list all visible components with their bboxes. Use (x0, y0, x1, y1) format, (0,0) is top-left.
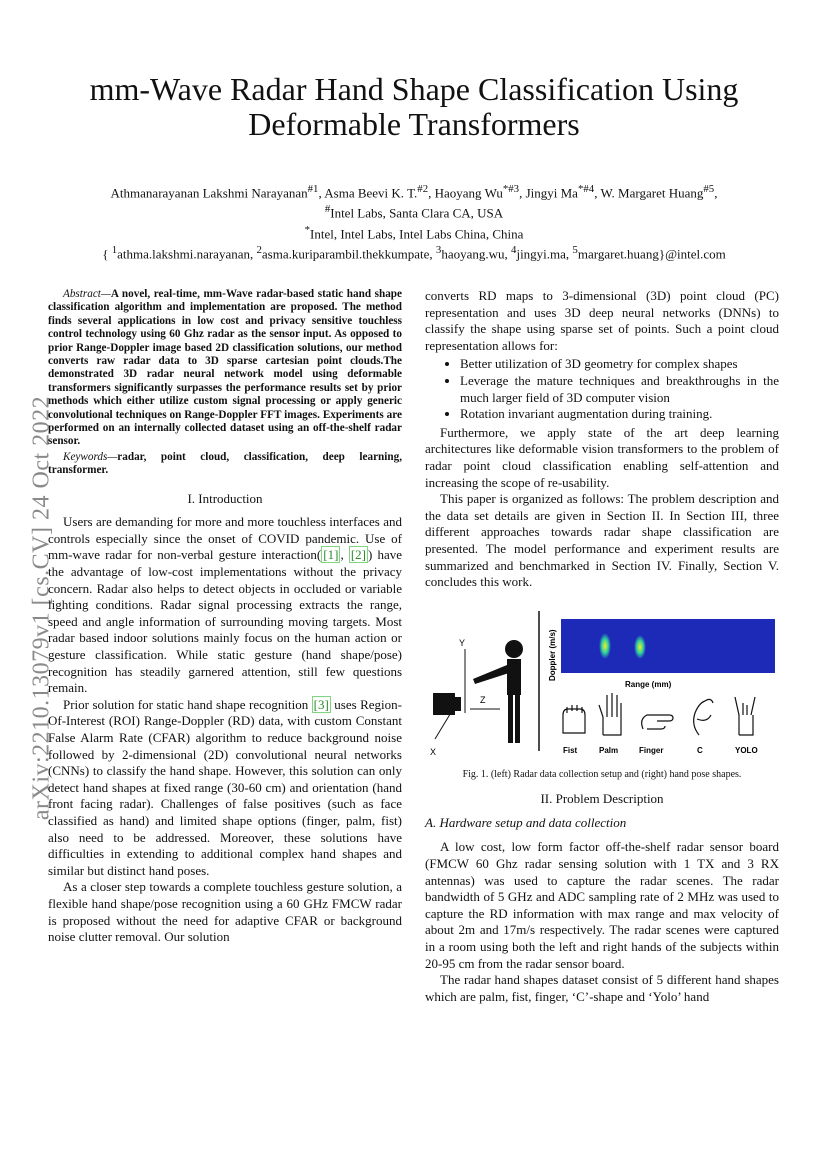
finger-hand-icon (642, 715, 673, 729)
email-mark: 5 (572, 243, 578, 256)
right-column (425, 288, 779, 1005)
affiliation-mark: # (324, 203, 331, 216)
figure-1 (425, 601, 779, 761)
hand-label: YOLO (735, 745, 758, 755)
person-leg (515, 695, 520, 743)
person-arm (473, 665, 509, 684)
range-doppler-heatmap (548, 619, 775, 689)
section-heading-problem: II. Problem Description (540, 791, 664, 807)
paper-title: mm-Wave Radar Hand Shape Classification Using Deformable Transformers (89, 71, 739, 142)
author-block (40, 181, 788, 262)
text-run: Users are demanding for more and more touchless interfaces and controls especially since the onset of COVID pandemic. Use of mm-wave radar for non-verbal gesture interaction( (48, 514, 402, 563)
text-run: , (340, 547, 349, 563)
section-heading-intro: I. Introduction (187, 490, 263, 506)
affiliation-1 (40, 201, 788, 221)
abstract-text: A novel, real-time, mm-Wave radar-based static hand shape classification algorithm and implementation are proposed. The method finds several applications in low cost and privacy sensitive touchless control technology using 60 Ghz radar as the sensor input. As opposed to prior Range-Doppler image based 2D classification solutions, our method converts raw radar data to 3D sparse cartesian point clouds.The demonstrated 3D radar neural network model using deformable transformers significantly surpasses the performance results set by prior methods which either utilize custom signal processing or apply generic convolutional techniques on Range-Doppler FFT images. Experiments are performed on an internally collected dataset using an off-the-shelf radar sensor. (48, 288, 402, 448)
author-name: Jingyi Ma (525, 185, 578, 201)
c-hand-icon (694, 699, 713, 735)
intro-paragraph-1 (48, 514, 402, 697)
citation-link[interactable]: [3] (313, 696, 329, 712)
person-torso (507, 659, 521, 695)
intro-paragraph-5: Furthermore, we apply state of the art deep learning architectures like deformable vision transformers to the problem of radar point cloud classification enabling self-attention and increasing the scope of re-usability. (425, 424, 779, 490)
author-name: Athmanarayanan Lakshmi Narayanan (110, 185, 308, 201)
person-head-icon (505, 640, 523, 658)
bullet-list (425, 356, 779, 422)
subsection-heading: A. Hardware setup and data collection (425, 814, 627, 830)
hand-label: C (697, 745, 703, 755)
radar-sensor-lens (453, 697, 461, 711)
figure-1-graphic (425, 601, 779, 761)
intro-paragraph-6: This paper is organized as follows: The problem description and the data set details are given in Section II. In Section III, three different approaches towards radar shape classification are presented. The model performance and experiment results are summarized and benchmarked in Section IV. Finally, Section V. concludes this work. (425, 491, 779, 590)
author-mark: #2 (417, 183, 429, 195)
author-mark: #5 (703, 183, 715, 195)
axis-label-z: Z (480, 694, 486, 705)
author-mark: #1 (307, 183, 319, 195)
problem-paragraph-1: A low cost, low form factor off-the-shelf radar sensor board (FMCW 60 Ghz radar sensing solution with 1 TX and 3 RX antennas) was used to capture the radar scenes. The radar bandwidth of 5 GHz and ADC sampling rate of 2 MHz was used to capture the RD information with max range and max velocity of about 2m and 17m/s respectively. The radar scenes were captured in a room using both the left and right hands of the subjects within 20-95 cm from the radar sensor board. (425, 839, 779, 971)
heatmap-blob (634, 635, 646, 659)
email-mark: 2 (256, 243, 262, 256)
affiliation-text: Intel, Intel Labs, Intel Labs China, China (310, 225, 524, 241)
bullet-item: • Better utilization of 3D geometry for complex shapes (460, 356, 779, 373)
bullet-item: • Rotation invariant augmentation during training. (460, 406, 779, 423)
intro-paragraph-4: converts RD maps to 3-dimensional (3D) point cloud (PC) representation and uses 3D deep neural networks (DNNs) to classify the shape using sparse set of points. Such a point cloud representation allows for: (425, 288, 779, 353)
intro-paragraph-3: As a closer step towards a complete touchless gesture solution, a flexible hand shape/pose recognition using a 60 GHz FMCW radar is proposed without the need for adaptive CFAR or background noise clutter removal. Our solution (48, 879, 402, 945)
heatmap-blob (599, 633, 611, 659)
radar-setup-illustration (430, 611, 539, 757)
affiliation-text: Intel Labs, Santa Clara CA, USA (330, 205, 504, 221)
email-user: haoyang.wu (441, 246, 505, 262)
author-name: Haoyang Wu (434, 185, 503, 201)
hand-shapes-row (563, 693, 755, 735)
doppler-axis-label: Doppler (m/s) (548, 629, 557, 681)
author-list: Athmanarayanan Lakshmi Narayanan$^{\#1}$, Asma Beevi K. T.$^{\#2}$, Haoyang Wu$^{*\#3}$, Jingyi Ma$^{*\#4}$, W. Margaret Huang$^{\#5}$, (110, 183, 718, 201)
citation-link[interactable]: [1] (323, 547, 339, 563)
email-user: athma.lakshmi.narayanan (117, 246, 250, 262)
left-column (48, 288, 402, 946)
fist-hand-icon (563, 705, 585, 733)
heatmap-background (561, 619, 775, 673)
email-mark: 4 (511, 243, 517, 256)
email-domain: }@intel.com (658, 246, 726, 262)
keywords: Keywords—radar, point cloud, classification, deep learning, transformer. (48, 450, 402, 477)
range-axis-label: Range (mm) (625, 679, 672, 689)
keywords-text: radar, point cloud, classification, deep learning, transformer. (48, 450, 402, 477)
axis-label-y: Y (459, 637, 466, 648)
affiliation-2 (40, 222, 788, 242)
email-list: { $^1$athma.lakshmi.narayanan, $^2$asma.kuriparambil.thekkumpate, $^3$haoyang.wu, $^4$jingyi.ma, $^5$margaret.huang}@intel.com (102, 243, 726, 262)
hand-labels (563, 746, 758, 755)
text-run: uses Region-Of-Interest (ROI) Range-Doppler (RD) data, with custom Constant False Alarm Rate (CFAR) algorithm to reduce background noise followed by 2-dimensional (2D) convolutional neural networks (CNNs) to classify the hand shape. However, this solution can only detect hand shapes at fixed range (30-60 cm) and orientation (hand front facing radar). Challenges of false positives (such as face classified as hand) and limited shape options (finger, palm, fist) also need to be addressed. Moreover, these solutions have difficulties in extending to additional complex hand shapes and similar but distinct hand poses. (48, 696, 402, 878)
abstract-label: Abstract (63, 288, 101, 300)
keywords-label: Keywords (63, 450, 108, 463)
person-leg (508, 695, 513, 743)
radar-sensor-icon (433, 693, 455, 715)
email-user: jingyi.ma (516, 246, 566, 262)
affiliation-mark: * (304, 223, 311, 236)
author-mark: *#3 (502, 183, 520, 195)
abstract: Abstract—A novel, real-time, mm-Wave radar-based static hand shape classification algorithm and implementation are proposed. The method finds several applications in low cost and privacy sensitive touchless control technology using 60 Ghz radar as the sensor input. As opposed to prior Range-Doppler image based 2D classification solutions, our method converts raw radar data to 3D sparse cartesian point clouds.The demonstrated 3D radar neural network model using deformable transformers significantly surpasses the performance results set by prior methods which either utilize custom signal processing or apply generic convolutional techniques on Range-Doppler FFT images. Experiments are performed on an internally collected dataset using an off-the-shelf radar sensor. (48, 288, 402, 448)
axis-label-x: X (430, 746, 437, 757)
yolo-hand-icon (735, 697, 755, 735)
email-user: asma.kuriparambil.thekkumpate (261, 246, 430, 262)
email-mark: 3 (435, 243, 442, 256)
author-name: Asma Beevi K. T. (324, 185, 418, 201)
text-run: ) have the advantage of low-cost implementations without the privacy concern. Radar also helps to detect objects in occluded or variable lighting conditions. Radar signal processing extracts the range, speed and angle information of surrounding moving targets. Most radar based indoor solutions mainly focus on the human action or gesture classification. While static gesture (hand shape/pose) recognition has steadily garnered attention, still few questions remain. (48, 547, 403, 696)
hand-label: Fist (563, 745, 578, 755)
problem-paragraph-2: The radar hand shapes dataset consist of 5 different hand shapes which are palm, fist, finger, ‘C’-shape and ‘Yolo’ hand (425, 972, 779, 1004)
citation-link[interactable]: [2] (350, 547, 366, 563)
text-run: Prior solution for static hand shape recognition (63, 696, 312, 712)
bullet-item: • Leverage the mature techniques and breakthroughs in the much larger field of 3D computer vision (460, 373, 779, 406)
email-mark: 1 (111, 243, 118, 256)
hand-label: Palm (599, 745, 619, 755)
author-name: W. Margaret Huang (600, 185, 704, 201)
author-mark: *#4 (577, 183, 595, 195)
hand-label: Finger (639, 745, 664, 755)
figure-1-caption: Fig. 1. (left) Radar data collection setup and (right) hand pose shapes. (462, 768, 742, 780)
intro-paragraph-2 (48, 697, 402, 880)
email-user: margaret.huang (577, 246, 659, 262)
palm-hand-icon (599, 693, 621, 735)
arxiv-stamp-text: arXiv:2210.13079v1 [cs.CV] 24 Oct 2022 (28, 395, 55, 821)
